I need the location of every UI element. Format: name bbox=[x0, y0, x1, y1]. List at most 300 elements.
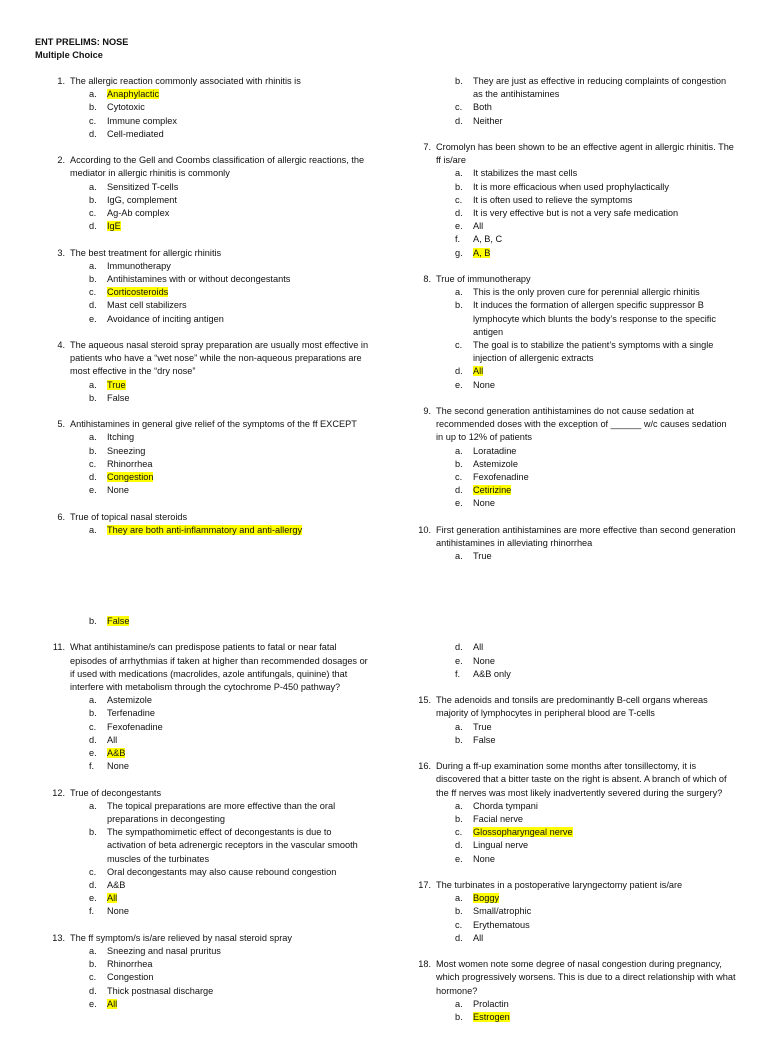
answer-option bbox=[89, 220, 370, 233]
answer-highlight: Corticosteroids bbox=[107, 287, 169, 298]
answer-option bbox=[455, 220, 736, 233]
option-letter: c. bbox=[455, 102, 463, 113]
option-text: Fexofenadine bbox=[107, 721, 163, 732]
option-text: Avoidance of inciting antigen bbox=[107, 313, 224, 324]
answer-option bbox=[455, 668, 736, 681]
question-block bbox=[35, 932, 370, 1011]
answer-option bbox=[89, 945, 370, 958]
answer-highlight: They are both anti-inflammatory and anti-allergy bbox=[107, 524, 303, 535]
option-letter: b. bbox=[455, 181, 463, 192]
answer-highlight: IgE bbox=[107, 221, 121, 232]
option-letter: d. bbox=[455, 932, 463, 943]
question-number: 3. bbox=[57, 247, 65, 258]
question-number: 18. bbox=[418, 959, 431, 970]
option-text: The topical preparations are more effective than the oral preparations in decongesting bbox=[107, 800, 336, 825]
option-text: It induces the formation of allergen specific suppressor B lymphocyte which blunts the body’s response to the specific antigen bbox=[473, 300, 716, 337]
option-letter: a. bbox=[455, 551, 463, 562]
answer-highlight: A, B bbox=[473, 247, 491, 258]
option-letter: e. bbox=[89, 485, 97, 496]
option-text-highlighted bbox=[107, 747, 370, 760]
answer-option bbox=[455, 286, 736, 299]
question-block bbox=[35, 418, 370, 497]
option-text: Mast cell stabilizers bbox=[107, 300, 187, 311]
answer-highlight: All bbox=[107, 998, 118, 1009]
question-text: During a ff-up examination some months after tonsillectomy, it is discovered that a bitter taste on the right is absent. A branch of which of the ff nerves was most likely inadvertently severed during the surgery? bbox=[436, 761, 727, 798]
option-text: Antihistamines with or without decongestants bbox=[107, 274, 291, 285]
answer-option bbox=[89, 879, 370, 892]
option-text: None bbox=[473, 853, 495, 864]
question-block bbox=[35, 154, 370, 233]
answer-option bbox=[89, 128, 370, 141]
option-text: Ag-Ab complex bbox=[107, 208, 170, 219]
question-number: 8. bbox=[423, 274, 431, 285]
option-letter: d. bbox=[89, 128, 97, 139]
answer-option bbox=[89, 866, 370, 879]
answer-highlight: True bbox=[107, 379, 126, 390]
question-text: Most women note some degree of nasal congestion during pregnancy, which progressively worsens. This is due to a direct relationship with what hormone? bbox=[436, 959, 736, 996]
option-letter: g. bbox=[455, 247, 463, 258]
option-text: All bbox=[473, 932, 484, 943]
page-break-gap bbox=[35, 537, 370, 615]
option-letter: a. bbox=[455, 998, 463, 1009]
question-block bbox=[401, 524, 736, 681]
option-text: A&B only bbox=[473, 668, 511, 679]
option-text-highlighted bbox=[107, 892, 370, 905]
option-letter: d. bbox=[89, 472, 97, 483]
answer-option bbox=[455, 641, 736, 654]
answer-option bbox=[455, 247, 736, 260]
answer-option bbox=[455, 75, 736, 101]
answer-option bbox=[89, 273, 370, 286]
answer-option bbox=[89, 760, 370, 773]
option-letter: a. bbox=[89, 260, 97, 271]
option-text: Loratadine bbox=[473, 445, 517, 456]
option-letter: c. bbox=[89, 287, 97, 298]
question-number: 2. bbox=[57, 155, 65, 166]
question-block bbox=[401, 694, 736, 747]
option-letter: b. bbox=[89, 445, 97, 456]
answer-option bbox=[89, 431, 370, 444]
question-number: 4. bbox=[57, 340, 65, 351]
option-letter: b. bbox=[89, 616, 97, 627]
question-text: Antihistamines in general give relief of the symptoms of the ff EXCEPT bbox=[70, 419, 357, 430]
answer-option bbox=[89, 392, 370, 405]
question-block bbox=[401, 273, 736, 392]
option-letter: c. bbox=[455, 827, 463, 838]
option-letter: a. bbox=[455, 168, 463, 179]
answer-highlight: Estrogen bbox=[473, 1012, 510, 1023]
answer-option bbox=[455, 721, 736, 734]
option-text: None bbox=[107, 485, 129, 496]
option-letter: c. bbox=[89, 866, 97, 877]
option-letter: e. bbox=[455, 655, 463, 666]
question-block bbox=[35, 787, 370, 919]
option-text: Immunotherapy bbox=[107, 260, 171, 271]
option-letter: c. bbox=[455, 919, 463, 930]
answer-option bbox=[89, 985, 370, 998]
option-text-highlighted bbox=[107, 998, 370, 1011]
option-letter: a. bbox=[455, 800, 463, 811]
answer-option bbox=[455, 826, 736, 839]
option-text-highlighted bbox=[473, 1011, 736, 1024]
question-block bbox=[401, 760, 736, 866]
option-text-highlighted bbox=[473, 247, 736, 260]
answer-option bbox=[89, 115, 370, 128]
option-text-highlighted bbox=[107, 220, 370, 233]
answer-option bbox=[455, 207, 736, 220]
option-letter: b. bbox=[455, 814, 463, 825]
question-text: According to the Gell and Coombs classification of allergic reactions, the mediator in allergic rhinitis is commonly bbox=[70, 155, 365, 179]
option-text-highlighted bbox=[473, 365, 736, 378]
question-text: The ff symptom/s is/are relieved by nasal steroid spray bbox=[70, 932, 292, 943]
option-text-highlighted bbox=[107, 88, 370, 101]
option-letter: d. bbox=[455, 208, 463, 219]
option-letter: e. bbox=[455, 853, 463, 864]
answer-option bbox=[89, 181, 370, 194]
answer-option bbox=[89, 694, 370, 707]
option-text: None bbox=[107, 761, 129, 772]
answer-option bbox=[89, 286, 370, 299]
answer-option bbox=[455, 655, 736, 668]
option-text: None bbox=[107, 906, 129, 917]
option-letter: c. bbox=[89, 208, 97, 219]
answer-option bbox=[455, 932, 736, 945]
option-letter: c. bbox=[89, 721, 97, 732]
left-column bbox=[35, 75, 370, 1024]
option-text: All bbox=[107, 734, 118, 745]
question-text: The turbinates in a postoperative laryngectomy patient is/are bbox=[436, 880, 683, 891]
question-block bbox=[35, 641, 370, 773]
question-text: The second generation antihistamines do not cause sedation at recommended doses with the exception of ______ w/c causes sedation in up to 12% of patients bbox=[436, 406, 727, 443]
question-number: 16. bbox=[418, 761, 431, 772]
option-letter: e. bbox=[89, 998, 97, 1009]
option-text-highlighted bbox=[473, 826, 736, 839]
question-number: 9. bbox=[423, 406, 431, 417]
option-letter: e. bbox=[455, 498, 463, 509]
option-text: Prolactin bbox=[473, 998, 509, 1009]
option-letter: d. bbox=[89, 880, 97, 891]
option-text: False bbox=[473, 734, 496, 745]
question-text: First generation antihistamines are more effective than second generation antihistamines in alleviating rhinorrhea bbox=[436, 524, 736, 549]
option-text: The goal is to stabilize the patient’s symptoms with a single injection of allergenic extracts bbox=[473, 340, 714, 364]
answer-option bbox=[455, 497, 736, 510]
answer-option bbox=[455, 919, 736, 932]
option-letter: c. bbox=[89, 458, 97, 469]
answer-option bbox=[455, 445, 736, 458]
option-letter: d. bbox=[455, 485, 463, 496]
option-text: IgG, complement bbox=[107, 194, 177, 205]
answer-option bbox=[455, 905, 736, 918]
option-letter: d. bbox=[89, 985, 97, 996]
option-letter: d. bbox=[455, 642, 463, 653]
option-text: Lingual nerve bbox=[473, 840, 529, 851]
option-text: Sensitized T-cells bbox=[107, 181, 179, 192]
option-text: True bbox=[473, 721, 492, 732]
option-text: Thick postnasal discharge bbox=[107, 985, 214, 996]
answer-option bbox=[89, 615, 370, 628]
option-letter: b. bbox=[455, 734, 463, 745]
option-letter: a. bbox=[455, 287, 463, 298]
answer-option bbox=[455, 339, 736, 365]
question-block bbox=[401, 958, 736, 1024]
option-letter: e. bbox=[89, 313, 97, 324]
answer-option bbox=[89, 707, 370, 720]
option-text: Congestion bbox=[107, 972, 154, 983]
answer-option bbox=[455, 892, 736, 905]
page-break-gap bbox=[401, 563, 736, 641]
option-text: Neither bbox=[473, 115, 503, 126]
option-letter: a. bbox=[89, 695, 97, 706]
answer-option bbox=[89, 998, 370, 1011]
option-letter: a. bbox=[89, 379, 97, 390]
option-letter: a. bbox=[89, 946, 97, 957]
option-letter: d. bbox=[89, 734, 97, 745]
question-text: True of decongestants bbox=[70, 787, 162, 798]
answer-option bbox=[455, 167, 736, 180]
option-text: A, B, C bbox=[473, 234, 503, 245]
answer-option bbox=[89, 721, 370, 734]
answer-option bbox=[89, 313, 370, 326]
question-number: 7. bbox=[423, 142, 431, 152]
answer-option bbox=[455, 734, 736, 747]
option-text: It is often used to relieve the symptoms bbox=[473, 194, 633, 205]
option-letter: b. bbox=[89, 708, 97, 719]
option-text: Facial nerve bbox=[473, 814, 524, 825]
answer-option bbox=[89, 958, 370, 971]
option-text-highlighted bbox=[473, 484, 736, 497]
right-column bbox=[401, 75, 736, 1037]
answer-option bbox=[89, 101, 370, 114]
answer-option bbox=[455, 194, 736, 207]
option-letter: a. bbox=[89, 800, 97, 811]
option-text: All bbox=[473, 221, 484, 232]
answer-option bbox=[455, 115, 736, 128]
option-letter: a. bbox=[455, 893, 463, 904]
question-number: 17. bbox=[418, 880, 431, 891]
option-text: Itching bbox=[107, 432, 135, 443]
option-text: Chorda tympani bbox=[473, 800, 538, 811]
answer-option bbox=[455, 998, 736, 1011]
answer-option bbox=[455, 458, 736, 471]
answer-option bbox=[455, 365, 736, 378]
answer-option bbox=[89, 905, 370, 918]
option-letter: b. bbox=[89, 392, 97, 403]
option-letter: e. bbox=[455, 221, 463, 232]
answer-highlight: All bbox=[107, 893, 118, 904]
answer-option bbox=[89, 484, 370, 497]
option-text: Sneezing bbox=[107, 445, 146, 456]
option-text: Oral decongestants may also cause rebound congestion bbox=[107, 866, 337, 877]
answer-highlight: Anaphylactic bbox=[107, 89, 160, 100]
question-text: True of immunotherapy bbox=[436, 274, 531, 285]
option-letter: b. bbox=[89, 959, 97, 970]
option-letter: f. bbox=[455, 668, 461, 679]
answer-option bbox=[455, 839, 736, 852]
option-letter: f. bbox=[89, 906, 95, 917]
option-letter: c. bbox=[455, 194, 463, 205]
option-letter: e. bbox=[455, 379, 463, 390]
answer-option bbox=[89, 826, 370, 866]
option-letter: a. bbox=[89, 181, 97, 192]
option-text: Small/atrophic bbox=[473, 906, 532, 917]
question-number: 10. bbox=[418, 524, 431, 535]
option-text-highlighted bbox=[107, 379, 370, 392]
option-letter: d. bbox=[455, 840, 463, 851]
answer-option bbox=[455, 471, 736, 484]
question-number: 15. bbox=[418, 695, 431, 706]
option-text-highlighted bbox=[107, 524, 370, 537]
document-title: ENT PRELIMS: NOSE bbox=[35, 37, 129, 47]
option-text: Terfenadine bbox=[107, 708, 156, 719]
question-number: 13. bbox=[52, 932, 65, 943]
answer-option bbox=[89, 260, 370, 273]
answer-option bbox=[89, 299, 370, 312]
question-block bbox=[35, 511, 370, 629]
option-letter: e. bbox=[89, 748, 97, 759]
option-text-highlighted bbox=[107, 286, 370, 299]
option-text: Sneezing and nasal pruritus bbox=[107, 946, 221, 957]
option-text: This is the only proven cure for perennial allergic rhinitis bbox=[473, 287, 700, 298]
option-letter: b. bbox=[455, 76, 463, 86]
option-text: It is more efficacious when used prophylactically bbox=[473, 181, 669, 192]
question-text: The best treatment for allergic rhinitis bbox=[70, 247, 222, 258]
option-letter: a. bbox=[89, 524, 97, 535]
question-block bbox=[401, 879, 736, 945]
option-letter: a. bbox=[89, 89, 97, 100]
option-letter: c. bbox=[89, 972, 97, 983]
answer-option bbox=[89, 458, 370, 471]
answer-option bbox=[455, 181, 736, 194]
option-letter: e. bbox=[89, 893, 97, 904]
question-number: 5. bbox=[57, 419, 65, 430]
question-text: True of topical nasal steroids bbox=[70, 511, 188, 522]
question-block bbox=[401, 405, 736, 511]
option-text: None bbox=[473, 379, 495, 390]
answer-option bbox=[455, 233, 736, 246]
option-letter: c. bbox=[455, 472, 463, 483]
question-block bbox=[401, 141, 736, 260]
answer-option bbox=[89, 800, 370, 826]
option-text: Astemizole bbox=[473, 458, 518, 469]
answer-option bbox=[89, 971, 370, 984]
option-text: Astemizole bbox=[107, 695, 152, 706]
option-letter: b. bbox=[89, 274, 97, 285]
answer-option bbox=[89, 524, 370, 537]
option-letter: a. bbox=[455, 721, 463, 732]
answer-option bbox=[455, 550, 736, 563]
option-letter: b. bbox=[89, 194, 97, 205]
answer-highlight: Glossopharyngeal nerve bbox=[473, 827, 573, 838]
option-text: They are just as effective in reducing complaints of congestion as the antihistamines bbox=[473, 76, 727, 100]
option-letter: c. bbox=[89, 115, 97, 126]
option-text: Cytotoxic bbox=[107, 102, 145, 113]
answer-option bbox=[89, 88, 370, 101]
option-letter: a. bbox=[89, 432, 97, 443]
answer-highlight: All bbox=[473, 366, 484, 377]
option-letter: b. bbox=[455, 1012, 463, 1023]
option-text: A&B bbox=[107, 880, 126, 891]
question-number: 12. bbox=[52, 787, 65, 798]
option-text: False bbox=[107, 392, 130, 403]
document-subtitle: Multiple Choice bbox=[35, 50, 103, 61]
option-text: Erythematous bbox=[473, 919, 530, 930]
option-letter: b. bbox=[455, 300, 463, 311]
answer-option bbox=[89, 892, 370, 905]
option-letter: b. bbox=[89, 827, 97, 838]
option-text: Fexofenadine bbox=[473, 472, 529, 483]
answer-option bbox=[455, 813, 736, 826]
option-text: Cell-mediated bbox=[107, 128, 164, 139]
option-letter: b. bbox=[455, 906, 463, 917]
option-letter: f. bbox=[89, 761, 95, 772]
option-text-highlighted bbox=[107, 471, 370, 484]
question-number: 6. bbox=[57, 511, 65, 522]
question-text: The aqueous nasal steroid spray preparation are usually most effective in patients who have a “wet nose” while the non-aqueous preparations are most effective in the “dry nose” bbox=[70, 340, 369, 377]
question-block bbox=[35, 75, 370, 141]
answer-option bbox=[455, 379, 736, 392]
question-block bbox=[35, 247, 370, 326]
answer-option bbox=[455, 853, 736, 866]
answer-option bbox=[455, 299, 736, 339]
answer-highlight: Cetirizine bbox=[473, 485, 512, 496]
question-block bbox=[401, 75, 736, 128]
answer-option bbox=[89, 194, 370, 207]
option-letter: d. bbox=[89, 221, 97, 232]
answer-highlight: Congestion bbox=[107, 472, 154, 483]
option-letter: a. bbox=[455, 445, 463, 456]
question-text: What antihistamine/s can predispose patients to fatal or near fatal episodes of arrhythmias if taken at higher than recommended dosages or if used with medications (macrolides, azole antifungals, quinine) that interfere with metabolism through the cytochrome P-450 pathway? bbox=[70, 642, 368, 693]
answer-option bbox=[89, 471, 370, 484]
answer-option bbox=[455, 101, 736, 114]
option-text: Immune complex bbox=[107, 115, 177, 126]
option-letter: f. bbox=[455, 234, 461, 245]
option-letter: d. bbox=[455, 115, 463, 126]
option-text: Rhinorrhea bbox=[107, 458, 153, 469]
option-letter: b. bbox=[455, 458, 463, 469]
answer-highlight: A&B bbox=[107, 748, 126, 759]
question-text: Cromolyn has been shown to be an effective agent in allergic rhinitis. The ff is/are bbox=[436, 142, 734, 166]
option-text: It is very effective but is not a very safe medication bbox=[473, 208, 679, 219]
answer-option bbox=[455, 1011, 736, 1024]
option-text: Rhinorrhea bbox=[107, 959, 153, 970]
option-text: It stabilizes the mast cells bbox=[473, 168, 578, 179]
document-header bbox=[35, 36, 128, 62]
answer-option bbox=[455, 800, 736, 813]
option-letter: c. bbox=[455, 340, 463, 351]
option-text: None bbox=[473, 498, 495, 509]
answer-option bbox=[89, 445, 370, 458]
option-text-highlighted bbox=[107, 615, 370, 628]
option-text: All bbox=[473, 642, 484, 653]
option-letter: d. bbox=[89, 300, 97, 311]
option-text: None bbox=[473, 655, 495, 666]
answer-highlight: False bbox=[107, 616, 130, 627]
question-text: The allergic reaction commonly associated with rhinitis is bbox=[70, 76, 301, 86]
question-number: 1. bbox=[57, 76, 65, 86]
question-number: 11. bbox=[52, 642, 65, 653]
answer-option bbox=[89, 734, 370, 747]
option-text-highlighted bbox=[473, 892, 736, 905]
answer-option bbox=[89, 747, 370, 760]
answer-option bbox=[89, 207, 370, 220]
answer-option bbox=[89, 379, 370, 392]
option-text: True bbox=[473, 551, 492, 562]
option-text: The sympathomimetic effect of decongestants is due to activation of beta adrenergic receptors in the vascular smooth muscles of the turbinates bbox=[107, 827, 358, 864]
option-letter: b. bbox=[89, 102, 97, 113]
question-block bbox=[35, 339, 370, 405]
option-letter: d. bbox=[455, 366, 463, 377]
option-text: Both bbox=[473, 102, 492, 113]
